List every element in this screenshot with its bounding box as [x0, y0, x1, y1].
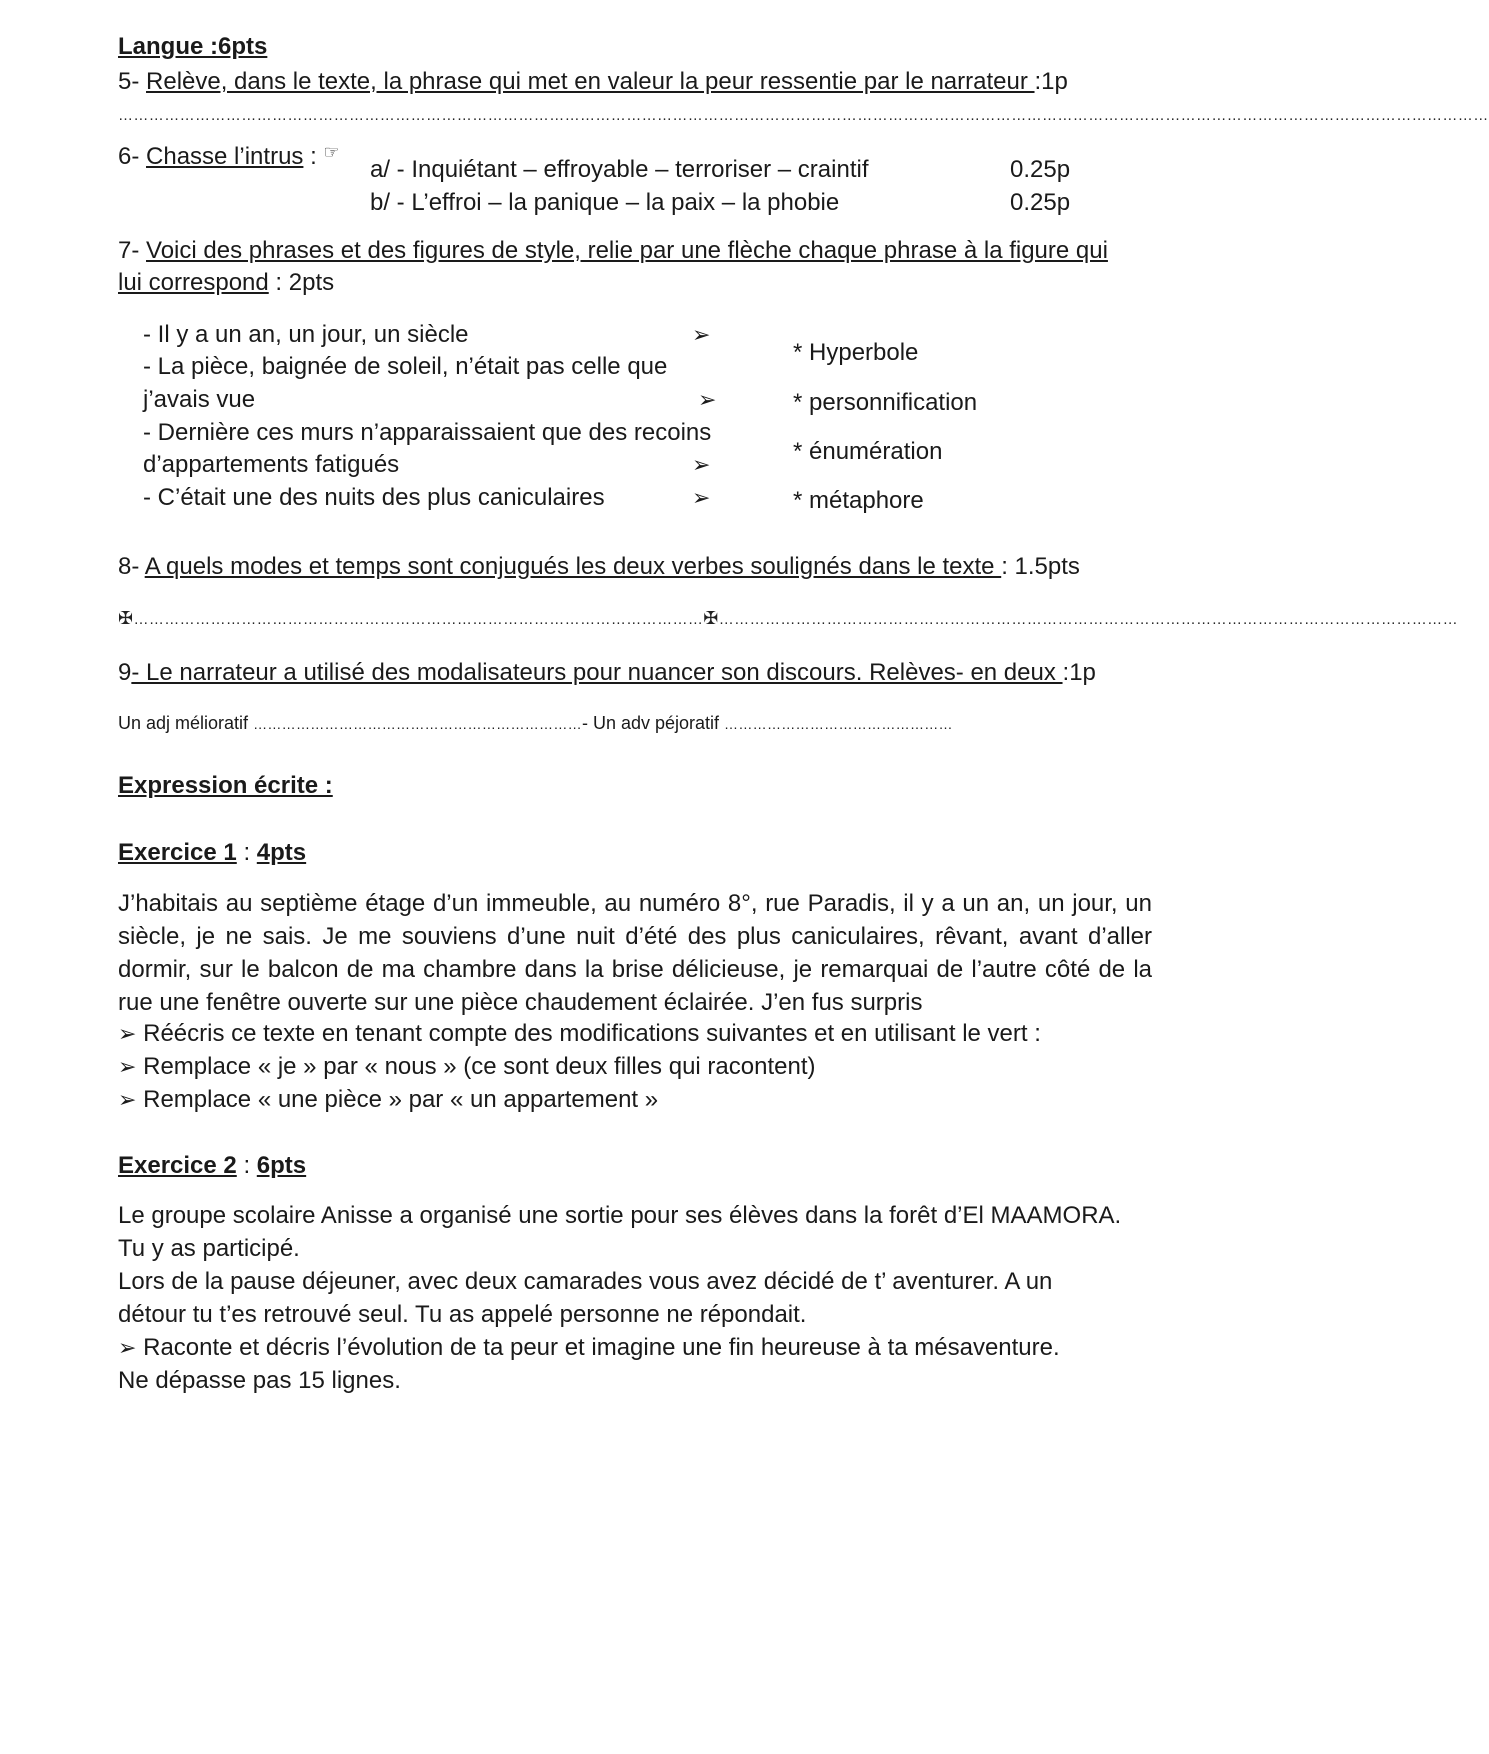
arrow-bullet-icon: ➢ [118, 1087, 137, 1112]
phrase-2: - La pièce, baignée de soleil, n’était pas celle que [143, 353, 668, 380]
figure-enumeration: * énumération [793, 438, 943, 465]
question-points: : 2pts [268, 269, 335, 296]
answer-line: …………………………………………………………………………………………………………………………………………………………………………………………………………………………………………… [118, 107, 1489, 124]
arrow-bullet-icon: ➢ [692, 485, 711, 510]
figure-hyperbole: * Hyperbole [793, 339, 919, 366]
question-number: 9 [118, 659, 132, 686]
exercise-2-line: Tu y as participé. [118, 1235, 300, 1262]
arrow-bullet-icon: ➢ [118, 1335, 137, 1360]
question-points: : 1.5pts [1001, 553, 1080, 580]
figure-metaphore: * métaphore [793, 487, 924, 514]
exercise-points: 4pts [256, 839, 307, 866]
phrase-2-cont: j’avais vue [143, 386, 256, 413]
exercise-points: 6pts [256, 1152, 307, 1179]
question-label: Chasse l’intrus [146, 143, 304, 170]
exercise-2-instruction: ➢ Raconte et décris l’évolution de ta peur et imagine une fin heureuse à ta mésaventure. [118, 1334, 1060, 1361]
exercise-2-line: détour tu t’es retrouvé seul. Tu as appelé personne ne répondait. [118, 1301, 807, 1328]
question-7-line2: lui correspond : 2pts [118, 269, 335, 296]
exercise-1-heading: Exercice 1 : 4pts [118, 839, 307, 866]
instruction-2: ➢ Remplace « je » par « nous » (ce sont deux filles qui racontent) [118, 1053, 816, 1080]
question-points: :1p [1062, 659, 1096, 686]
arrow-bullet-icon: ➢ [118, 1054, 137, 1079]
phrase-3: - Dernière ces murs n’apparaissaient que des recoins [143, 419, 712, 446]
question-text: Voici des phrases et des figures de style, relie par une flèche chaque phrase à la figure qui [146, 237, 1108, 264]
question-text: - Le narrateur a utilisé des modalisateurs pour nuancer son discours. Relèves- en deux [131, 659, 1063, 686]
modalisateurs-answer: Un adj mélioratif ……………………………………………………………- Un adv péjoratif ………………………………………… [118, 713, 953, 733]
question-text: A quels modes et temps sont conjugués les deux verbes soulignés dans le texte [144, 553, 1002, 580]
answer-line: ………………………………………… [724, 716, 953, 732]
exercise-2-line: Le groupe scolaire Anisse a organisé une sortie pour ses élèves dans la forêt d’El MAAMORA. [118, 1202, 1122, 1229]
phrase-4: - C’était une des nuits des plus caniculaires [143, 484, 605, 511]
intrus-item-b-points: 0.25p [1010, 189, 1071, 216]
exercise-2-limit: Ne dépasse pas 15 lignes. [118, 1367, 401, 1394]
arrow-bullet-icon: ➢ [692, 452, 711, 477]
question-6: 6- Chasse l’intrus : ☞ [118, 142, 340, 170]
phrase-1: - Il y a un an, un jour, un siècle [143, 321, 469, 348]
section-title-expression: Expression écrite : [118, 772, 333, 799]
question-number: 5- [118, 68, 147, 95]
question-8 [118, 552, 1080, 582]
exercise-1-text: J’habitais au septième étage d’un immeuble, au numéro 8°, rue Paradis, il y a un an, un jour, un siècle, je ne sais. Je me souviens d’une nuit d’été des plus caniculaires, rêvant, avant d’aller dormir, sur le balcon de ma chambre dans la brise délicieuse, je remarquai de l’autre côté de la rue une fenêtre ouverte sur une pièce chaudement éclairée. J’en fus surpris [118, 890, 1152, 1016]
question-number: 8- [118, 553, 145, 580]
intrus-item-b: b/ - L’effroi – la panique – la paix – la phobie [370, 189, 840, 216]
answer-line: ✠…………………………………………………………………………………………………✠……………………………………………………………………………………………………………………………… [118, 608, 1458, 628]
phrase-3-cont: d’appartements fatigués [143, 451, 400, 478]
question-9 [118, 658, 1096, 688]
instruction-1: ➢ Réécris ce texte en tenant compte des modifications suivantes et en utilisant le vert : [118, 1020, 1041, 1047]
question-7 [118, 236, 1108, 266]
arrow-bullet-icon: ➢ [698, 387, 717, 412]
arrow-bullet-icon: ➢ [118, 1021, 137, 1046]
exercise-2-heading: Exercice 2 : 6pts [118, 1152, 307, 1179]
answer-line: …………………………………………………………… [253, 716, 582, 732]
exercise-2-line: Lors de la pause déjeuner, avec deux camarades vous avez décidé de t’ aventurer. A un [118, 1268, 1053, 1295]
arrow-bullet-icon: ➢ [692, 322, 711, 347]
cross-marker-icon: ✠ [118, 608, 134, 628]
pointing-hand-icon: ☞ [323, 142, 340, 162]
intrus-item-a: a/ - Inquiétant – effroyable – terroriser – craintif [370, 156, 869, 183]
question-number: 6- [118, 143, 147, 170]
section-title-langue: Langue :6pts [118, 33, 268, 60]
question-number: 7- [118, 237, 147, 264]
question-points: :1p [1034, 68, 1068, 95]
instruction-3: ➢ Remplace « une pièce » par « un appartement » [118, 1086, 659, 1113]
intrus-item-a-points: 0.25p [1010, 156, 1071, 183]
figure-personnification: * personnification [793, 389, 978, 416]
cross-marker-icon: ✠ [703, 608, 719, 628]
question-text: Relève, dans le texte, la phrase qui met en valeur la peur ressentie par le narrateur [146, 68, 1035, 95]
question-5 [118, 67, 1068, 97]
